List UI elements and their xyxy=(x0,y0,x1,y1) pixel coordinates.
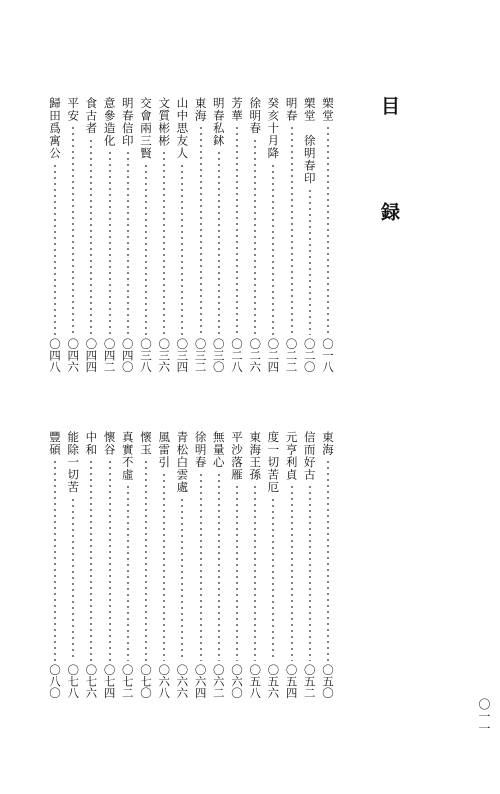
toc-entry xyxy=(84,97,98,372)
dot-leader xyxy=(327,459,329,661)
toc-entry xyxy=(285,97,299,372)
toc-entry-title: 信而好古 xyxy=(302,431,317,481)
toc-entry-title: 明春私鉥 xyxy=(211,97,226,147)
dot-leader xyxy=(200,125,202,335)
dot-leader xyxy=(54,459,56,661)
dot-leader xyxy=(181,497,183,661)
dot-leader xyxy=(309,188,311,335)
page-title: 目 録 xyxy=(378,96,400,255)
dot-leader xyxy=(163,150,165,335)
toc-entry xyxy=(48,431,62,698)
dot-leader xyxy=(145,163,147,335)
toc-entry-title: 豐碩 xyxy=(48,431,62,456)
toc-entry-title: 風雷引 xyxy=(157,431,172,469)
toc-entry-title: 山中思友人 xyxy=(175,97,190,160)
dot-leader xyxy=(109,459,111,661)
dot-leader xyxy=(236,125,238,335)
toc-entry-page: 〇五〇 xyxy=(321,663,335,698)
toc-entry-page: 〇五八 xyxy=(248,663,263,698)
toc-entry xyxy=(66,97,80,372)
dot-leader xyxy=(272,497,274,661)
toc-entry-title: 意參造化 xyxy=(102,97,117,147)
toc-entry-title: 歸田爲寓公 xyxy=(48,97,62,160)
toc-entry-page: 〇四〇 xyxy=(120,337,135,372)
toc-entry xyxy=(121,97,135,372)
toc-entry-page: 〇五六 xyxy=(266,663,281,698)
toc-entry xyxy=(266,431,280,698)
dot-leader xyxy=(254,138,256,335)
toc-entry-title: 交會兩三賢 xyxy=(139,97,153,160)
toc-entry-page: 〇五四 xyxy=(284,663,299,698)
dot-leader xyxy=(72,125,74,335)
toc-entry-title: 度一切苦厄 xyxy=(266,431,281,494)
dot-leader xyxy=(254,484,256,661)
toc-entry-page: 〇三四 xyxy=(175,337,190,372)
toc-entry-page: 〇三二 xyxy=(193,337,208,372)
toc-entry-page: 〇八〇 xyxy=(48,663,62,698)
dot-leader xyxy=(145,459,147,661)
toc-entry-title: 文質彬彬 xyxy=(157,97,172,147)
toc-entry-title: 平安 xyxy=(66,97,81,122)
dot-leader xyxy=(327,125,329,335)
toc-entry-title: 無量心 xyxy=(211,431,226,469)
toc-entry xyxy=(175,97,189,372)
dot-leader xyxy=(72,497,74,661)
toc-entry-title: 中和 xyxy=(84,431,99,456)
dot-leader xyxy=(236,484,238,661)
toc-entry-page: 〇二〇 xyxy=(302,337,317,372)
toc-entry-page: 〇四八 xyxy=(48,337,62,372)
dot-leader xyxy=(218,150,220,335)
toc-entry xyxy=(157,97,171,372)
toc-entry xyxy=(230,97,244,372)
toc-entry-page: 〇四六 xyxy=(66,337,81,372)
toc-entry-page: 〇二二 xyxy=(284,337,299,372)
toc-entry xyxy=(103,97,117,372)
toc-entry-page: 〇七〇 xyxy=(139,663,153,698)
toc-entry xyxy=(303,431,317,698)
dot-leader xyxy=(218,472,220,661)
toc-entry xyxy=(121,431,135,698)
toc-entry-page: 〇三八 xyxy=(139,337,153,372)
dot-leader xyxy=(127,150,129,335)
toc-entry-title: 槊堂 xyxy=(321,97,335,122)
toc-entry-page: 〇三〇 xyxy=(211,337,226,372)
toc-entry-page: 〇二四 xyxy=(266,337,281,372)
toc-entry xyxy=(139,431,153,698)
toc-entry-title: 明春信印 xyxy=(120,97,135,147)
toc-entry xyxy=(157,431,171,698)
toc-entry-page: 〇六二 xyxy=(211,663,226,698)
toc-entry-title: 懷玉 xyxy=(139,431,153,456)
toc-entry-page: 〇三六 xyxy=(157,337,172,372)
toc-entry xyxy=(321,97,335,372)
toc-entry xyxy=(303,97,317,372)
toc-entry-title: 東海 xyxy=(321,431,335,456)
toc-entry xyxy=(285,431,299,698)
toc-entry-page: 〇七八 xyxy=(66,663,81,698)
toc-entry xyxy=(139,97,153,372)
toc-entry-page: 〇六〇 xyxy=(230,663,244,698)
toc-entry xyxy=(212,97,226,372)
toc-entry-title: 芳華 xyxy=(230,97,244,122)
toc-entry-title: 東海 xyxy=(193,97,208,122)
toc-entry-title: 癸亥十月降 xyxy=(266,97,281,160)
toc-entry xyxy=(103,431,117,698)
toc-entry-title: 徐明春 xyxy=(193,431,208,469)
toc-entry-page: 〇七六 xyxy=(84,663,99,698)
toc-entry xyxy=(212,431,226,698)
toc-entry-page: 〇四四 xyxy=(84,337,99,372)
dot-leader xyxy=(291,484,293,661)
toc-entry xyxy=(175,431,189,698)
toc-entry xyxy=(248,97,262,372)
dot-leader xyxy=(127,484,129,661)
toc-entry xyxy=(230,431,244,698)
toc-entry xyxy=(84,431,98,698)
toc-entry xyxy=(66,431,80,698)
dot-leader xyxy=(90,138,92,335)
dot-leader xyxy=(109,150,111,335)
toc-entry-title: 元亨利貞 xyxy=(284,431,299,481)
toc-entry-title: 槊堂 徐明春印 xyxy=(302,97,317,185)
toc-entry-page: 〇二六 xyxy=(248,337,263,372)
dot-leader xyxy=(200,472,202,661)
toc-entry xyxy=(194,97,208,372)
toc-entry-page: 〇六八 xyxy=(157,663,172,698)
toc-entry-title: 平沙落雁 xyxy=(230,431,244,481)
dot-leader xyxy=(272,163,274,335)
page-number: 〇一一 xyxy=(477,698,491,734)
dot-leader xyxy=(163,472,165,661)
toc-entry xyxy=(321,431,335,698)
toc-entry-title: 明春 xyxy=(284,97,299,122)
toc-entry-title: 能除一切苦 xyxy=(66,431,81,494)
toc-entry-page: 〇六六 xyxy=(175,663,190,698)
toc-entry-page: 〇一八 xyxy=(321,337,335,372)
toc-entry xyxy=(48,97,62,372)
dot-leader xyxy=(90,459,92,661)
dot-leader xyxy=(181,163,183,335)
dot-leader xyxy=(291,125,293,335)
toc-entry-page: 〇七四 xyxy=(102,663,117,698)
toc-entry-page: 〇五二 xyxy=(302,663,317,698)
toc-entry-title: 東海王孫 xyxy=(248,431,263,481)
toc-entry-title: 青松白雲處 xyxy=(175,431,190,494)
toc-entry-title: 徐明春 xyxy=(248,97,263,135)
toc-entry xyxy=(266,97,280,372)
dot-leader xyxy=(54,163,56,335)
dot-leader xyxy=(309,484,311,661)
toc-entry-title: 真實不虛 xyxy=(120,431,135,481)
toc-entry-page: 〇四二 xyxy=(102,337,117,372)
toc-entry-title: 食古者 xyxy=(84,97,99,135)
toc-entry-page: 〇六四 xyxy=(193,663,208,698)
toc-entry xyxy=(248,431,262,698)
toc-entry xyxy=(194,431,208,698)
toc-entry-page: 〇二八 xyxy=(230,337,244,372)
toc-entry-page: 〇七二 xyxy=(120,663,135,698)
toc-entry-title: 懷谷 xyxy=(102,431,117,456)
